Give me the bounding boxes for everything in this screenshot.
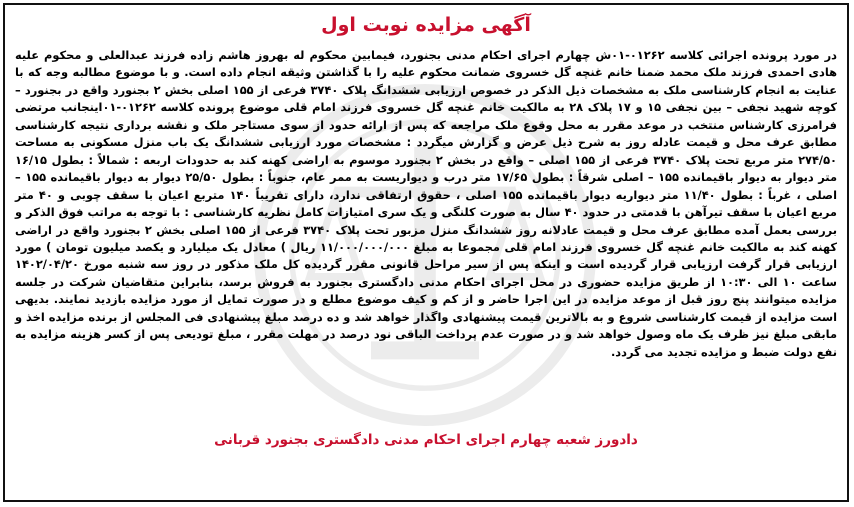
notice-body: در مورد پرونده اجرائی کلاسه ۰۱۲۶۲-۰۱ش چهارم اجرای احکام مدنی بجنورد، فیمابین محکوم له بهروز هاشم زاده فرزند عبدالعلی و محکوم علیه هادی احمدی فرزند ملک محمد ضمنا خانم غنچه گل خسروی ضمانت محکوم علیه را با گذاشتن وثیقه انجام داده است. و با موضوع مطالبه وجه که با عنایت به انجام کارشناسی ملک به مشخصات ذیل الذکر در خصوص ارزیابی ششدانگ پلاک ۳۷۴۰ فرعی از ۱۵۵ اصلی بخش ۲ بجنورد واقع در بجنورد – کوچه شهید نجفی – بین نجفی ۱۵ و ۱۷ پلاک ۲۸ به مالکیت خانم غنچه گل خسروی فرزند امام قلی موضوع پرونده کلاسه ۰۱۲۶۲-۰۱اینجانب مرتضی فرامرزی کارشناس منتخب در موعد مقرر به محل وقوع ملک مراجعه که پس از ارائه حدود از سوی مستاجر ملک و نقشه برداری نتیجه کارشناسی مطابق عرف محل و قیمت عادله روز به شرح ذیل عرض و گزارش میگردد : مشخصات مورد ارزیابی ششدانگ یک باب منزل مسکونی به مساحت ۲۷۴/۵۰ متر مربع تحت پلاک ۳۷۴۰ فرعی از ۱۵۵ اصلی – واقع در بخش ۲ بجنورد موسوم به اراضی کهنه کند به حدودات اربعه : شمالاً : بطول ۱۶/۱۵ متر دیوار به دیوار باقیمانده ۱۵۵ – اصلی شرقاً : بطول ۱۷/۶۵ متر درب و دیواریست به ممر عام، جنوباً : بطول ۲۵/۵۰ دیوار به دیوار باقیمانده ۱۵۵ – اصلی ، غرباً : بطول ۱۱/۴۰ متر دیواریه دیوار باقیمانده ۱۵۵ اصلی ، حقوق ارتفاقی ندارد، دارای تقریباً ۱۴۰ متربع اعیان با سقف چوبی و ۴۰ متر مربع اعیان با سقف تیرآهن با قدمتی در حدود ۴۰ سال به صورت کلنگی و یک سری امتیازات کامل نظریه کارشناسی : با توجه به مراتب فوق الذکر و بررسی بعمل آمده مطابق عرف محل و قیمت عادلانه روز ششدانگ منزل مزبور تحت پلاک ۳۷۴۰ فرعی از ۱۵۵ اصلی بخش ۲ بجنورد واقع در اراضی کهنه کند به مالکیت خانم غنچه گل خسروی فرزند امام قلی مجموعا به مبلغ ۱۱/۰۰۰/۰۰۰/۰۰۰ ریال ) معادل یک میلیارد و یکصد میلیون تومان ) مورد ارزیابی قرار گرفت ارزیابی قرار گردیده است و اینکه پس از سیر مراحل قانونی مقرر گردیده کل ملک مذکور در روز سه شنبه مورخ ۱۴۰۲/۰۴/۲۰ ساعت ۱۰ الی ۱۰:۳۰ از طریق مزایده حضوری در محل اجرای احکام مدنی دادگستری بجنورد به فروش برسد، بنابراین متقاضیان شرکت در جلسه مزایده میتوانند پنج روز قبل از موعد مزایده در این اجرا حاضر و از کم و کیف موضوع مطلع و در صورت تمایل از مورد مزایده بازدید نمایند. بدیهی است مزایده از قیمت کارشناسی شروع و به بالاترین قیمت پیشنهادی واگذار خواهد شد و ده درصد مبلغ پیشنهادی فی المجلس از برنده مزایده اخذ و مابقی مبلغ نیز ظرف یک ماه وصول خواهد شد و در صورت عدم پرداخت الباقی نود درصد در مهلت مقرر ، مبلغ تودیعی پس از کسر هزینه مزایده به نفع دولت ضبط و مزایده تجدید می گردد. (15, 48, 838, 359)
notice-title: آگهی مزایده نوبت اول (321, 14, 531, 36)
notice-frame (3, 3, 849, 502)
notice-signature: دادورز شعبه چهارم اجرای احکام مدنی دادگستری بجنورد قربانی (214, 432, 638, 448)
